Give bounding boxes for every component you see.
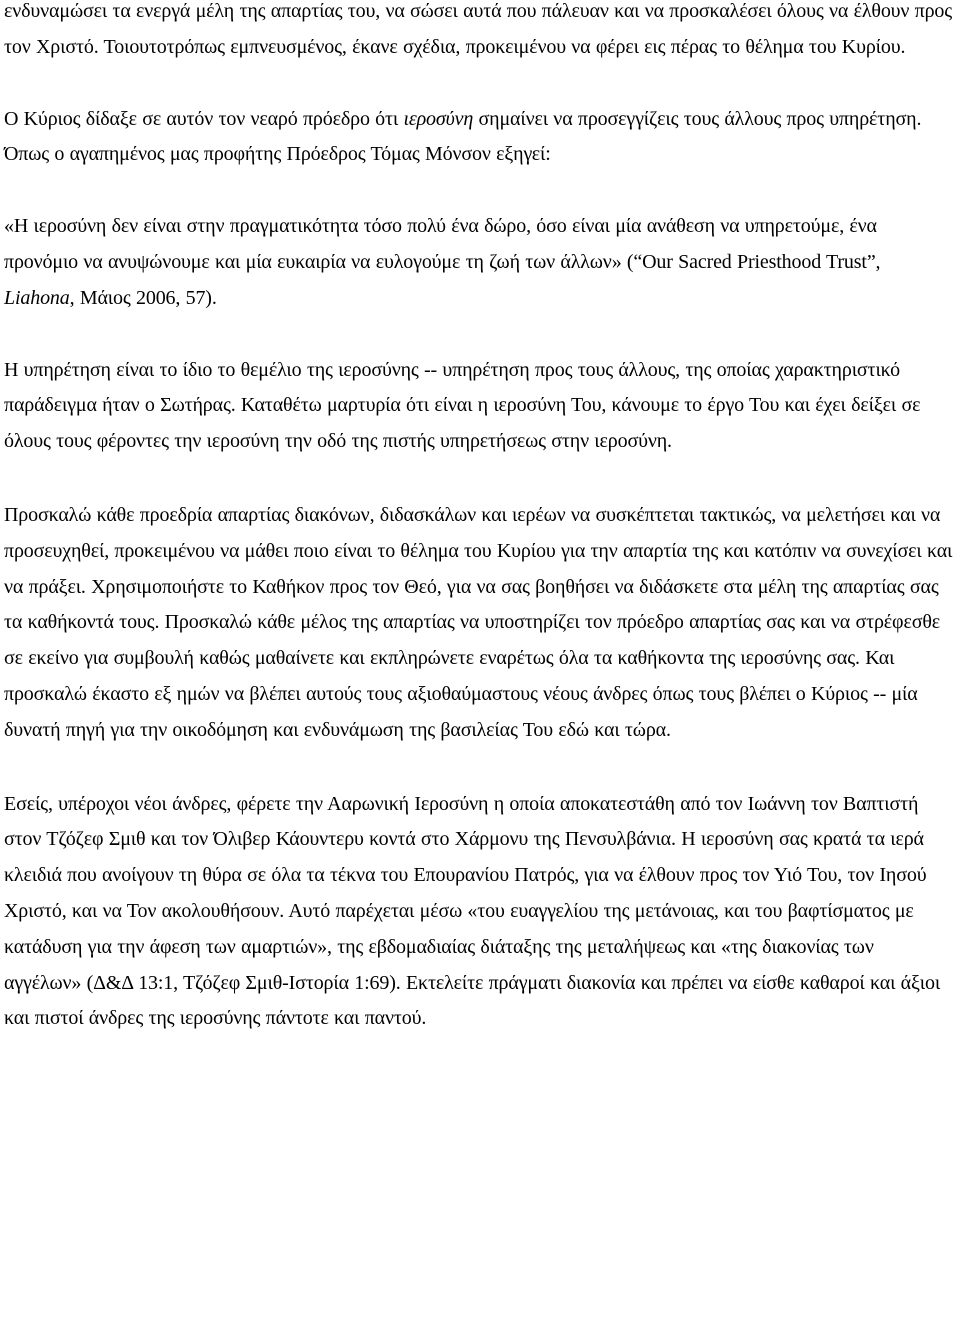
- document-body: [4, 0, 956, 1037]
- citation-source: Liahona: [4, 286, 70, 309]
- citation-details: , Μάιος 2006, 57).: [69, 286, 217, 309]
- paragraph-gap: [4, 317, 956, 353]
- paragraph-gap: [4, 749, 956, 787]
- paragraph-service: Η υπηρέτηση είναι το ίδιο το θεμέλιο της ιεροσύνης -- υπηρέτηση προς τους άλλους, της οποίας χαρακτηριστικό παράδειγμα ήταν ο Σωτήρας. Καταθέτω μαρτυρία ότι είναι η ιεροσύνη Του, κάνουμε το έργο Του και έχει δείξει σε όλους τους φέροντες την ιεροσύνη την οδό της πιστής υπηρετήσεως στην ιεροσύνη.: [4, 358, 921, 453]
- paragraph-intro-continued: ενδυναμώσει τα ενεργά μέλη της απαρτίας του, να σώσει αυτά που πάλευαν και να προσκαλέσει όλους να έλθουν προς τον Χριστό. Τοιουτοτρόπως εμπνευσμένος, έκανε σχέδια, προκειμένου να φέρει εις πέρας το θέλημα του Κυρίου.: [4, 0, 953, 58]
- paragraph-aaronic-priesthood: Εσείς, υπέροχοι νέοι άνδρες, φέρετε την Ααρωνική Ιεροσύνη η οποία αποκατεστάθη από τον Ιωάννη τον Βαπτιστή στον Τζόζεφ Σμιθ και τον Όλιβερ Κάουντερυ κοντά στο Χάρμονυ της Πενσυλβάνια. Η ιεροσύνη σας κρατά τα ιερά κλειδιά που ανοίγουν τη θύρα σε όλα τα τέκνα του Επουρανίου Πατρός, για να έλθουν προς τον Υιό Του, τον Ιησού Χριστό, και να Τον ακολουθήσουν. Αυτό παρέχεται μέσω «του ευαγγελίου της μετάνοιας, και του βαφτίσματος με κατάδυση για την άφεση των αμαρτιών», της εβδομαδιαίας διάταξης της μεταλήψεως και «της διακονίας των αγγέλων» (Δ&Δ 13:1, Τζόζεφ Σμιθ-Ιστορία 1:69). Εκτελείτε πράγματι διακονία και πρέπει να είσθε καθαροί και άξιοι και πιστοί άνδρες της ιεροσύνης πάντοτε και παντού.: [4, 792, 941, 1030]
- paragraph-text: σημαίνει να προσεγγίζεις τους άλλους προς υπηρέτηση. Όπως ο αγαπημένος μας προφήτης Πρόεδρος Τόμας Μόνσον εξηγεί:: [4, 107, 922, 166]
- paragraph-gap: [4, 460, 956, 498]
- emphasized-word: ιεροσύνη: [403, 107, 474, 130]
- paragraph-invitation: Προσκαλώ κάθε προεδρία απαρτίας διακόνων, διδασκάλων και ιερέων να συσκέπτεται τακτικώς, να μελετήσει και να προσευχηθεί, προκειμένου να μάθει ποιο είναι το θέλημα του Κυρίου για την απαρτία της και κατόπιν να συνεχίσει και να πράξει. Χρησιμοποιήστε το Καθήκον προς τον Θεό, για να σας βοηθήσει να διδάσκετε στα μέλη της απαρτίας σας τα καθήκοντά τους. Προσκαλώ κάθε μέλος της απαρτίας να υποστηρίζει τον πρόεδρο απαρτίας σας και να στρέφεσθε σε εκείνο για συμβουλή καθώς μαθαίνετε και εκπληρώνετε εναρέτως όλα τα καθήκοντα της ιεροσύνης σας. Και προσκαλώ έκαστο εξ ημών να βλέπει αυτούς τους αξιοθαύμαστους νέους άνδρες όπως τους βλέπει ο Κύριος -- μία δυνατή πηγή για την οικοδόμηση και ενδυνάμωση της βασιλείας Του εδώ και τώρα.: [4, 503, 953, 741]
- block-quote: [4, 209, 956, 316]
- paragraph-gap: [4, 173, 956, 209]
- paragraph-gap: [4, 66, 956, 102]
- quote-text: «Η ιεροσύνη δεν είναι στην πραγματικότητα τόσο πολύ ένα δώρο, όσο είναι μία ανάθεση να υπηρετούμε, ένα προνόμιο να ανυψώνουμε και μία ευκαιρία να ευλογούμε τη ζωή των άλλων» (“Our Sacred Priesthood Trust”,: [4, 215, 881, 273]
- paragraph-priesthood-meaning: [4, 102, 956, 174]
- paragraph-text: Ο Κύριος δίδαξε σε αυτόν τον νεαρό πρόεδρο ότι: [4, 107, 404, 130]
